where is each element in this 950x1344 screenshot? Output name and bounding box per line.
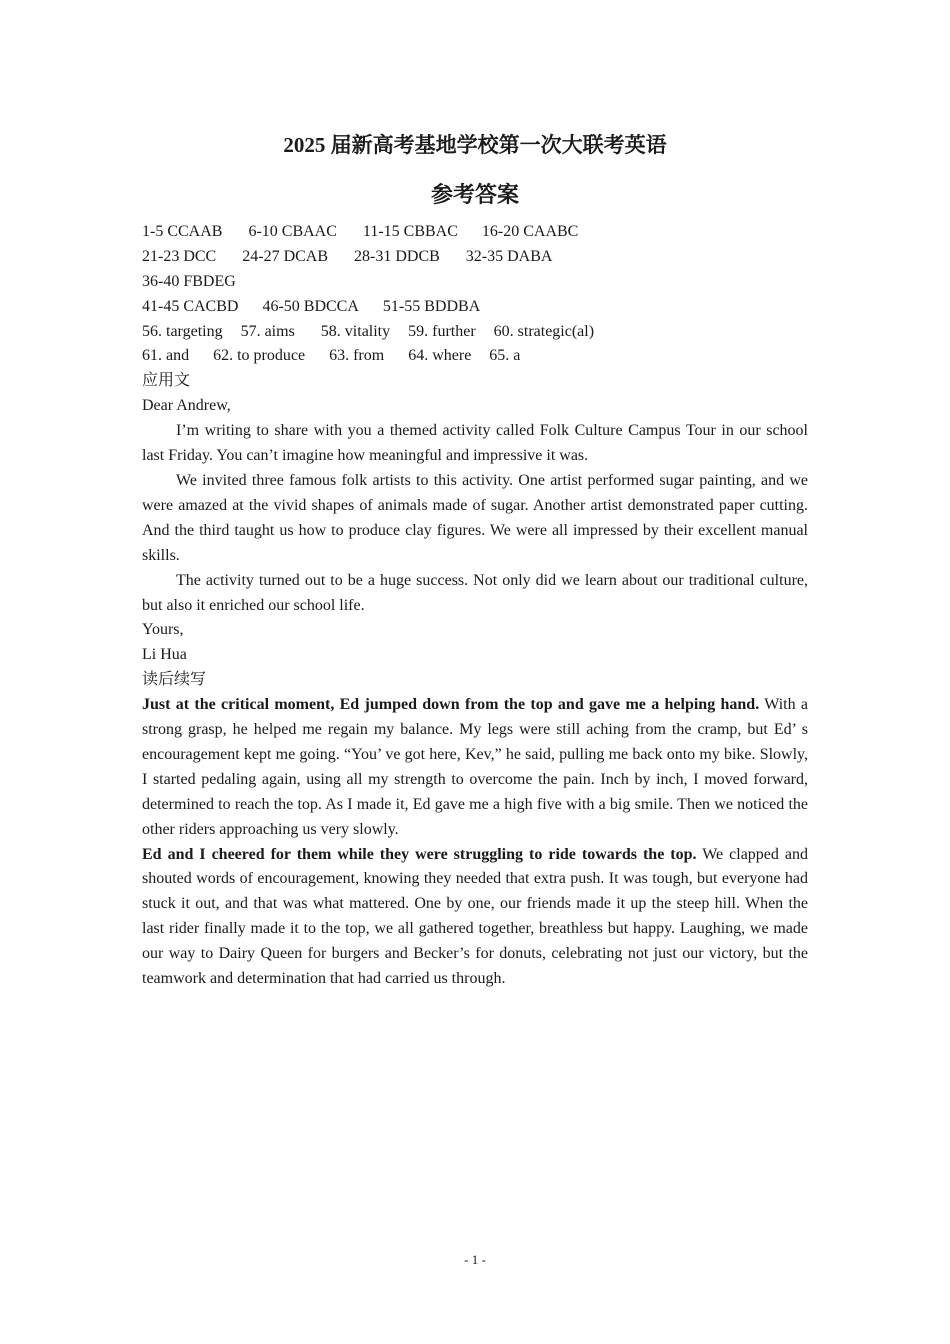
letter-closing: Yours, [142, 621, 184, 639]
letter-paragraph: I’m writing to share with you a themed activity called Folk Culture Campus Tour in our school last Friday. You can’t imagine how meaningful and impressive it was. [142, 422, 808, 465]
letter-signature: Li Hua [142, 646, 187, 664]
continuation-lead-sentence: Ed and I cheered for them while they were struggling to ride towards the top. [142, 845, 697, 863]
answer-item: 62. to produce [213, 347, 306, 365]
page-number: - 1 - [464, 1252, 486, 1267]
continuation-body: With a strong grasp, he helped me regain my balance. My legs were still aching from the cramp, but Ed’ s encouragement kept me going. “You’ ve got here, Kev,” he said, pulling me back onto my bike. Slowly, I started pedaling again, using all my strength to overcome the pain. Inch by inch, I moved forward, determined to reach the top. As I made it, Ed gave me a high five with a big smile. Then we noticed the other riders approaching us very slowly. [142, 696, 808, 838]
document-subtitle: 参考答案 [430, 182, 519, 207]
answer-item: 65. a [489, 347, 521, 365]
answer-row [142, 245, 808, 270]
answer-item: 21-23 DCC [142, 247, 217, 265]
answer-item: 28-31 DDCB [354, 247, 440, 265]
continuation-paragraph [142, 693, 808, 842]
answer-row [142, 220, 808, 245]
answer-item: 1-5 CCAAB [142, 223, 223, 240]
answer-item: 59. further [408, 322, 476, 340]
document-title: 2025 届新高考基地学校第一次大联考英语 [283, 133, 667, 157]
answer-row [142, 320, 808, 345]
answer-item: 32-35 DABA [465, 247, 553, 265]
letter-salutation: Dear Andrew, [142, 397, 231, 415]
answer-item: 57. aims [240, 322, 295, 340]
answer-item: 41-45 CACBD [142, 297, 239, 315]
answer-item: 6-10 CBAAC [248, 223, 337, 240]
answer-row [142, 344, 808, 369]
continuation-lead-sentence: Just at the critical moment, Ed jumped down from the top and gave me a helping hand. [142, 696, 760, 714]
answer-item: 61. and [142, 347, 190, 365]
answer-item: 51-55 BDDBA [382, 297, 481, 315]
answer-item: 46-50 BDCCA [262, 297, 359, 315]
continuation-body: We clapped and shouted words of encouragement, knowing they needed that extra push. It was tough, but everyone had stuck it out, and that was what mattered. One by one, our friends made it up the steep hill. When the last rider finally made it to the top, we all gathered together, breathless but happy. Laughing, we made our way to Dairy Queen for burgers and Becker’s for donuts, celebrating not just our victory, but the teamwork and determination that had carried us through. [142, 845, 808, 988]
answer-row [142, 295, 808, 320]
answer-content [142, 220, 808, 992]
answer-item: 36-40 FBDEG [142, 272, 236, 290]
answer-row [142, 270, 808, 295]
section-heading-applied: 应用文 [142, 372, 191, 390]
letter-paragraph: We invited three famous folk artists to this activity. One artist performed sugar painting, and we were amazed at the vivid shapes of animals made of sugar. Another artist demonstrated paper cutting. And the third taught us how to produce clay figures. We were all impressed by their excellent manual skills. [142, 471, 808, 564]
answer-item: 16-20 CAABC [481, 223, 579, 240]
answer-item: 24-27 DCAB [242, 247, 329, 265]
letter-paragraph: The activity turned out to be a huge success. Not only did we learn about our traditional culture, but also it enriched our school life. [142, 571, 808, 614]
answer-item: 56. targeting [142, 322, 223, 340]
answer-item: 60. strategic(al) [493, 322, 595, 340]
answer-item: 63. from [329, 347, 385, 365]
answer-item: 58. vitality [320, 322, 391, 340]
section-heading-continuation: 读后续写 [142, 671, 207, 689]
answer-item: 11-15 CBBAC [362, 223, 458, 240]
answer-item: 64. where [408, 347, 472, 365]
continuation-paragraph [142, 843, 808, 992]
